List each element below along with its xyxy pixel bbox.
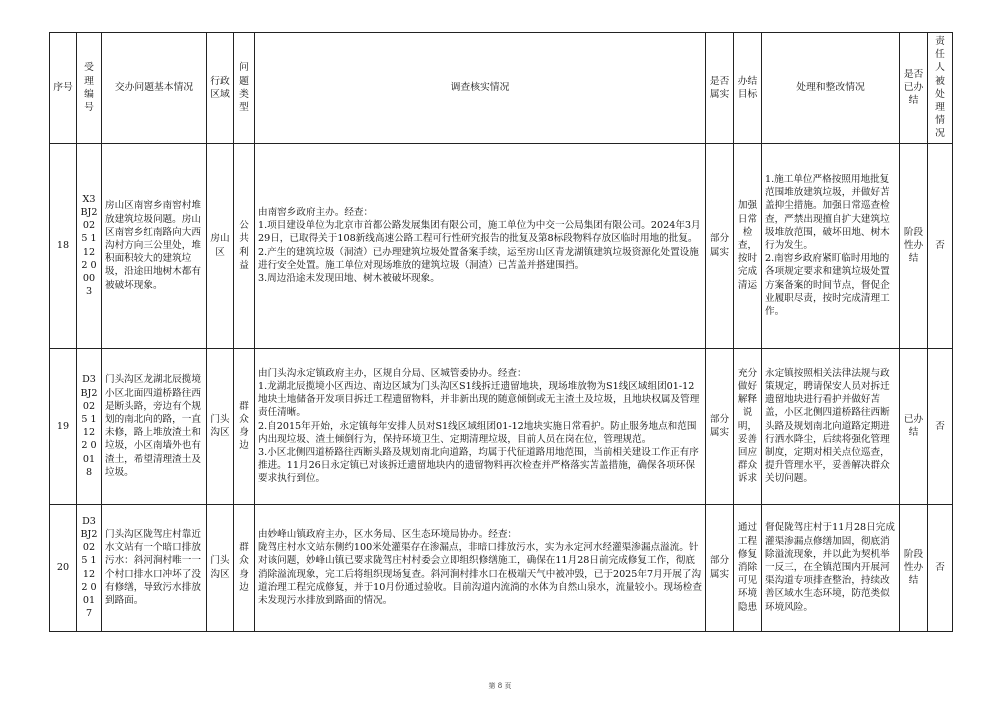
header-true: 是否属实 <box>706 33 734 144</box>
cell-done: 已办结 <box>900 348 928 504</box>
page-number: 第 8 页 <box>488 682 512 690</box>
cell-problem: 门头沟区陇驾庄村靠近水文站有一个暗口排放污水：斜河涧村唯一一个村口排水口冲坏了没有修缮，导致污水排放到路面。 <box>102 504 207 631</box>
header-investigation: 调查核实情况 <box>255 33 706 144</box>
cell-rectification <box>762 348 900 504</box>
header-row <box>50 33 953 144</box>
header-goal: 办结目标 <box>734 33 762 144</box>
table-row <box>50 143 953 348</box>
header-district: 行政区域 <box>207 33 234 144</box>
cell-investigation <box>255 348 706 504</box>
cell-district: 房山区 <box>207 143 234 348</box>
cell-true: 部分属实 <box>706 348 734 504</box>
cell-rectification <box>762 143 900 348</box>
cell-no: 18 <box>50 143 77 348</box>
cell-type: 公共利益 <box>234 143 255 348</box>
investigation-text: 由门头沟永定镇政府主办，区规自分局、区城管委协办。经查： 1.龙湖北辰揽境小区西边、南边区域为门头沟区S1线拆迁遗留地块，现场堆放物为S1线区域组团01-12地块土地储备开发项目拆迁工程遗留物料，并非新出现的随意倾倒或无主渣土及垃圾，且地块权属及管理责任清晰。 2.自2015年开始，永定镇每年安排人员对S1线区域组团01-12地块实施日常看护。防止服务地点和范围内出现垃圾、渣土倾倒行为，保持环境卫生、定期清理垃圾，目前人员在岗在位，管理规范。 3.小区北侧四道桥路往西断头路及规划南北向道路，均属于代征道路用地范围，当前相关建设工作正有序推进。11月26日永定镇已对该拆迁遗留地块内的遗留物料再次检查并严格落实苫盖措施，确保各项环保要求执行到位。 <box>258 367 700 485</box>
cell-goal: 加强日常检查，按时完成清运 <box>734 143 762 348</box>
header-problem: 交办问题基本情况 <box>102 33 207 144</box>
table-row <box>50 348 953 504</box>
cell-type: 群众身边 <box>234 504 255 631</box>
cell-code: X3BJ2025 1122 0003 <box>77 143 102 348</box>
cell-investigation <box>255 143 706 348</box>
issue-table <box>49 32 953 632</box>
header-done: 是否已办结 <box>900 33 928 144</box>
cell-true: 部分属实 <box>706 504 734 631</box>
rectification-text: 督促陇驾庄村于11月28日完成灌渠渗漏点修缮加固，彻底消除溢流现象，并以此为契机举一反三，在全镇范围内开展河渠沟道专项排查整治，持续改善区域水生态环境，防范类似环境风险。 <box>765 522 895 613</box>
header-punish: 责任人被处理情况 <box>928 33 953 144</box>
cell-rectification <box>762 504 900 631</box>
cell-code: D3BJ2025 1122 0018 <box>77 348 102 504</box>
investigation-text: 由妙峰山镇政府主办，区水务局、区生态环境局协办。经查： 陇驾庄村水文站东侧约100米处灌渠存在渗漏点，非暗口排放污水，实为永定河水经灌渠渗漏点溢流。针对该问题，妙峰山镇已要求陇驾庄村村委会立即组织修缮施工，确保在11月28日前完成修复工作，彻底消除溢流现象，完工后将组织现场复查。斜河涧村排水口在极端天气中被冲毁，已于2025年7月开展了沟道治理工程完成修复，并于10月份通过验收。目前沟道内流淌的水体为自然山泉水，流量较小。现场检查未发现污水排放到路面的情况。 <box>258 529 702 607</box>
cell-problem: 房山区南窖乡南窖村堆放建筑垃圾问题。房山区南窖乡红南路向大西沟村方向三公里处，堆积面积较大的建筑垃圾，沿途田地树木都有被破坏现象。 <box>102 143 207 348</box>
cell-code: D3BJ2025 1122 0017 <box>77 504 102 631</box>
cell-no: 20 <box>50 504 77 631</box>
cell-goal: 通过工程修复消除可见环境隐患 <box>734 504 762 631</box>
cell-no: 19 <box>50 348 77 504</box>
header-type: 问题类型 <box>234 33 255 144</box>
cell-punish: 否 <box>928 348 953 504</box>
cell-district: 门头沟区 <box>207 348 234 504</box>
cell-done: 阶段性办结 <box>900 143 928 348</box>
cell-problem: 门头沟区龙湖北辰揽境小区北面四道桥路往西是断头路，旁边有个规划的南北向的路，一直未修，路上堆放渣土和垃圾，小区南墙外也有渣土，希望清理渣土及垃圾。 <box>102 348 207 504</box>
header-rectification: 处理和整改情况 <box>762 33 900 144</box>
cell-punish: 否 <box>928 504 953 631</box>
cell-type: 群众身边 <box>234 348 255 504</box>
cell-done: 阶段性办结 <box>900 504 928 631</box>
table-row <box>50 504 953 631</box>
cell-district: 门头沟区 <box>207 504 234 631</box>
cell-punish: 否 <box>928 143 953 348</box>
cell-goal: 充分做好解释说明，妥善回应群众诉求 <box>734 348 762 504</box>
cell-true: 部分属实 <box>706 143 734 348</box>
header-no: 序号 <box>50 33 77 144</box>
rectification-text: 1.施工单位严格按照用地批复范围堆放建筑垃圾，并做好苫盖抑尘措施。加强日常巡查检查，严禁出现擅自扩大建筑垃圾堆放范围，破坏田地、树木行为发生。 2.南窖乡政府紧盯临时用地的各项规定要求和建筑垃圾处置方案备案的时间节点，督促企业履职尽责，按时完成清理工作。 <box>765 174 890 318</box>
investigation-text: 由南窖乡政府主办。经查： 1.项目建设单位为北京市首都公路发展集团有限公司，施工单位为中交一公局集团有限公司。2024年3月29日，已取得关于108新线高速公路工程可行性研究报告的批复及第8标段物料存放区临时用地的批复。 2.产生的建筑垃圾（洞渣）已办理建筑垃圾处置备案手续，运至房山区青龙湖镇建筑垃圾资源化处置设施进行安全处置。施工单位对现场堆放的建筑垃圾（洞渣）已苫盖并搭建围挡。 3.周边沿途未发现田地、树木被破坏现象。 <box>258 207 701 285</box>
header-code: 受理编号 <box>77 33 102 144</box>
cell-investigation <box>255 504 706 631</box>
rectification-text: 永定镇按照相关法律法规与政策规定，聘请保安人员对拆迁遗留地块进行看护并做好苫盖，小区北侧四道桥路往西断头路及规划南北向道路定期进行洒水降尘，后续将强化管理制度，定期对相关点位巡查，提升管理水平，妥善解决群众关切问题。 <box>765 367 890 485</box>
